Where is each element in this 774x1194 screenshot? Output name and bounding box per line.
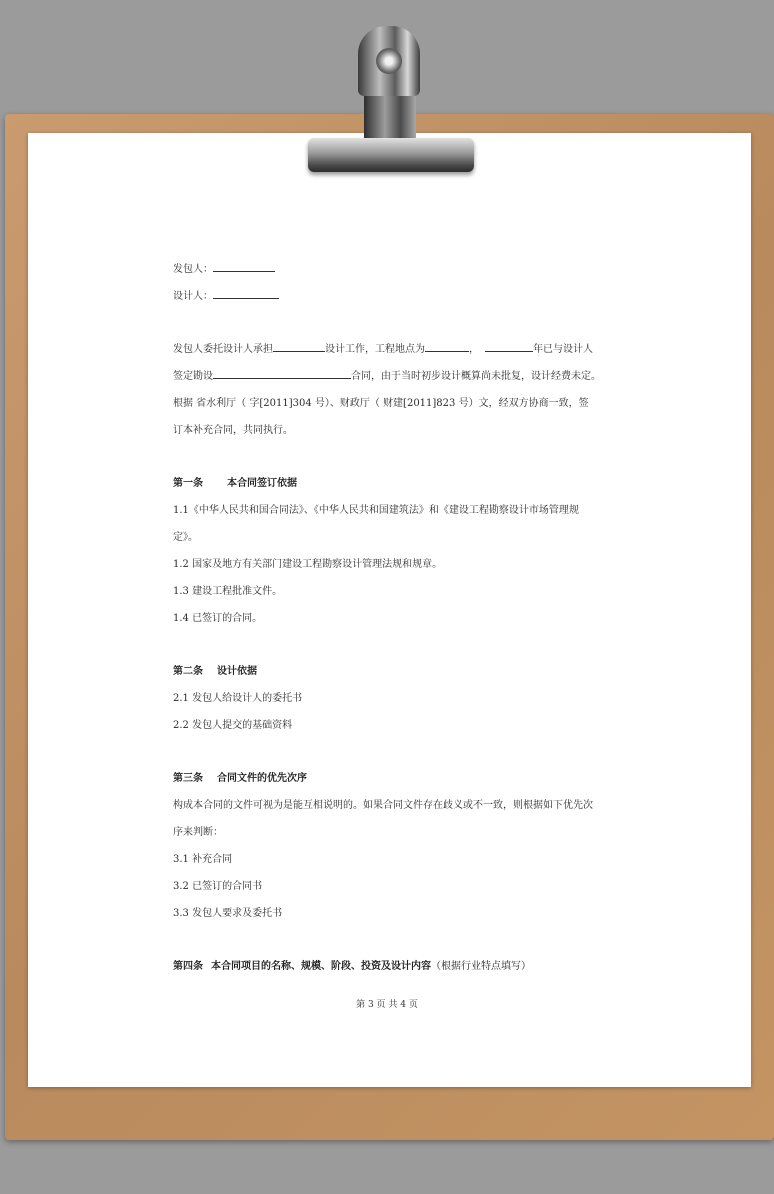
section-title: 本合同签订依据	[227, 478, 297, 489]
section-item: 1.2 国家及地方有关部门建设工程勘察设计管理法规和规章。	[173, 559, 443, 570]
section-item: 2.2 发包人提交的基础资料	[173, 720, 293, 731]
section-item: 3.1 补充合同	[173, 854, 233, 865]
intro-line-3: 根据 省水利厅（ 字[2011]304 号）、财政厅（ 财建[2011]823 号）文，经双方协商一致，签	[173, 398, 589, 409]
section-1-heading	[173, 470, 609, 497]
section-item: 序来判断：	[173, 827, 223, 838]
employer-blank	[213, 261, 275, 272]
section-title: 本合同项目的名称、规模、阶段、投资及设计内容	[211, 961, 431, 972]
year-blank	[485, 341, 533, 352]
section-item: 1.1《中华人民共和国合同法》、《中华人民共和国建筑法》和《建设工程勘察设计市场管理规	[173, 505, 579, 516]
intro-text: 年已与设计人	[533, 344, 593, 355]
intro-text: 发包人委托设计人承担	[173, 344, 273, 355]
section-title: 设计依据	[217, 666, 257, 677]
section-item: 3.3 发包人要求及委托书	[173, 908, 283, 919]
section-item: 定》。	[173, 532, 198, 543]
designer-label: 设计人：	[173, 291, 213, 302]
section-number: 第四条	[173, 961, 203, 972]
section-number: 第一条	[173, 478, 203, 489]
intro-line-2	[173, 363, 609, 390]
section-item: 2.1 发包人给设计人的委托书	[173, 693, 303, 704]
intro-line-1	[173, 336, 609, 363]
section-item: 构成本合同的文件可视为是能互相说明的。如果合同文件存在歧义或不一致，则根据如下优先次	[173, 800, 593, 811]
section-4-heading	[173, 953, 609, 980]
location-blank	[425, 341, 469, 352]
project-blank	[273, 341, 325, 352]
intro-line-4: 订本补充合同，共同执行。	[173, 425, 293, 436]
section-item: 1.3 建设工程批准文件。	[173, 586, 283, 597]
intro-text: 签定勘设	[173, 371, 213, 382]
intro-text: 合同，由于当时初步设计概算尚未批复，设计经费未定。	[351, 371, 601, 382]
binder-clip	[300, 26, 480, 178]
section-number: 第二条	[173, 666, 203, 677]
employer-line	[173, 256, 609, 283]
contract-text	[173, 256, 609, 980]
section-item: 1.4 已签订的合同。	[173, 613, 263, 624]
designer-line	[173, 283, 609, 310]
section-3-heading	[173, 765, 609, 792]
section-item: 3.2 已签订的合同书	[173, 881, 263, 892]
section-note: （根据行业特点填写）	[431, 961, 531, 972]
designer-blank	[213, 288, 279, 299]
employer-label: 发包人：	[173, 264, 213, 275]
intro-text: ，	[469, 344, 479, 355]
section-number: 第三条	[173, 773, 203, 784]
section-2-heading	[173, 658, 609, 685]
page-number: 第 3 页 共 4 页	[356, 1000, 418, 1010]
contract-blank	[213, 368, 351, 379]
section-title: 合同文件的优先次序	[217, 773, 307, 784]
intro-text: 设计工作，工程地点为	[325, 344, 425, 355]
